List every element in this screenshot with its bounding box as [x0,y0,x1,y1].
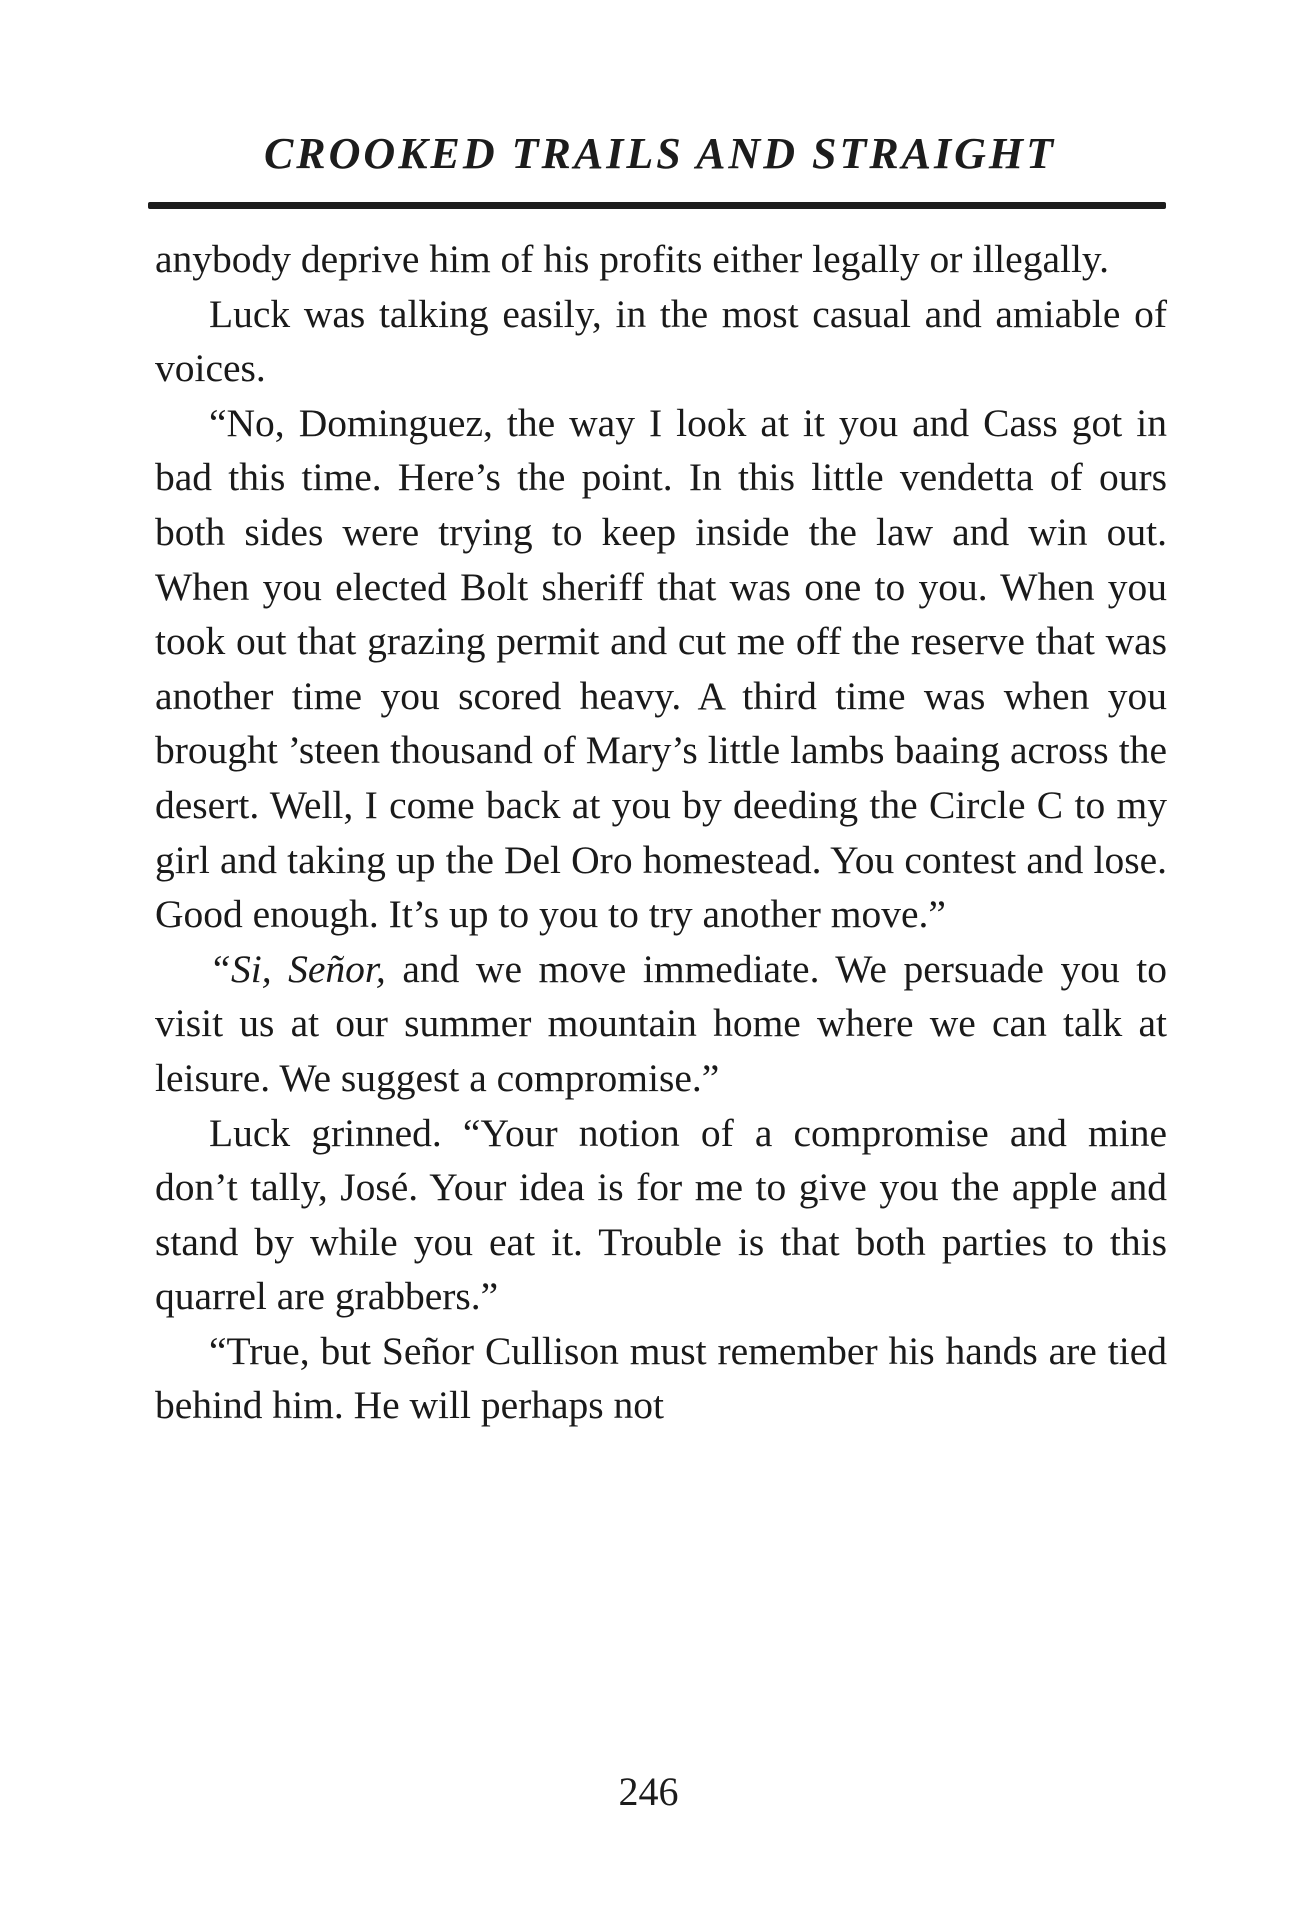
paragraph-rest: and we move immediate. We persuade you to visit us at our summer mountain home where we can talk at leisure. We suggest a compromise.” [155,946,1167,1100]
paragraph: “No, Dominguez, the way I look at it you and Cass got in bad this time. Here’s the point. In this little vendetta of ours both sides were trying to keep inside the law and win out. When you elected Bolt sheriff that was one to you. When you took out that grazing permit and cut me off the reserve that was another time you scored heavy. A third time was when you brought ’steen thousand of Mary’s little lambs baaing across the desert. Well, I come back at you by deeding the Circle C to my girl and taking up the Del Oro homestead. You contest and lose. Good enough. It’s up to you to try another move.” [155,400,1167,937]
paragraph-si-senor [155,942,1167,1106]
body-text [155,232,1167,1433]
paragraph-continuation: anybody deprive him of his profits either legally or illegally. [155,237,1109,281]
header-rule [148,202,1166,209]
italic-lead: “Si, Señor, [209,946,386,991]
page-number: 246 [618,1769,679,1814]
paragraph: “True, but Señor Cullison must remember his hands are tied behind him. He will perhaps not [155,1328,1167,1428]
paragraph: Luck grinned. “Your notion of a compromise and mine don’t tally, José. Your idea is for me to give you the apple and stand by while you eat it. Trouble is that both parties to this quarrel are grabbers.” [155,1110,1167,1319]
paragraph: Luck was talking easily, in the most casual and amiable of voices. [155,291,1167,391]
running-title: CROOKED TRAILS AND STRAIGHT [263,129,1057,178]
